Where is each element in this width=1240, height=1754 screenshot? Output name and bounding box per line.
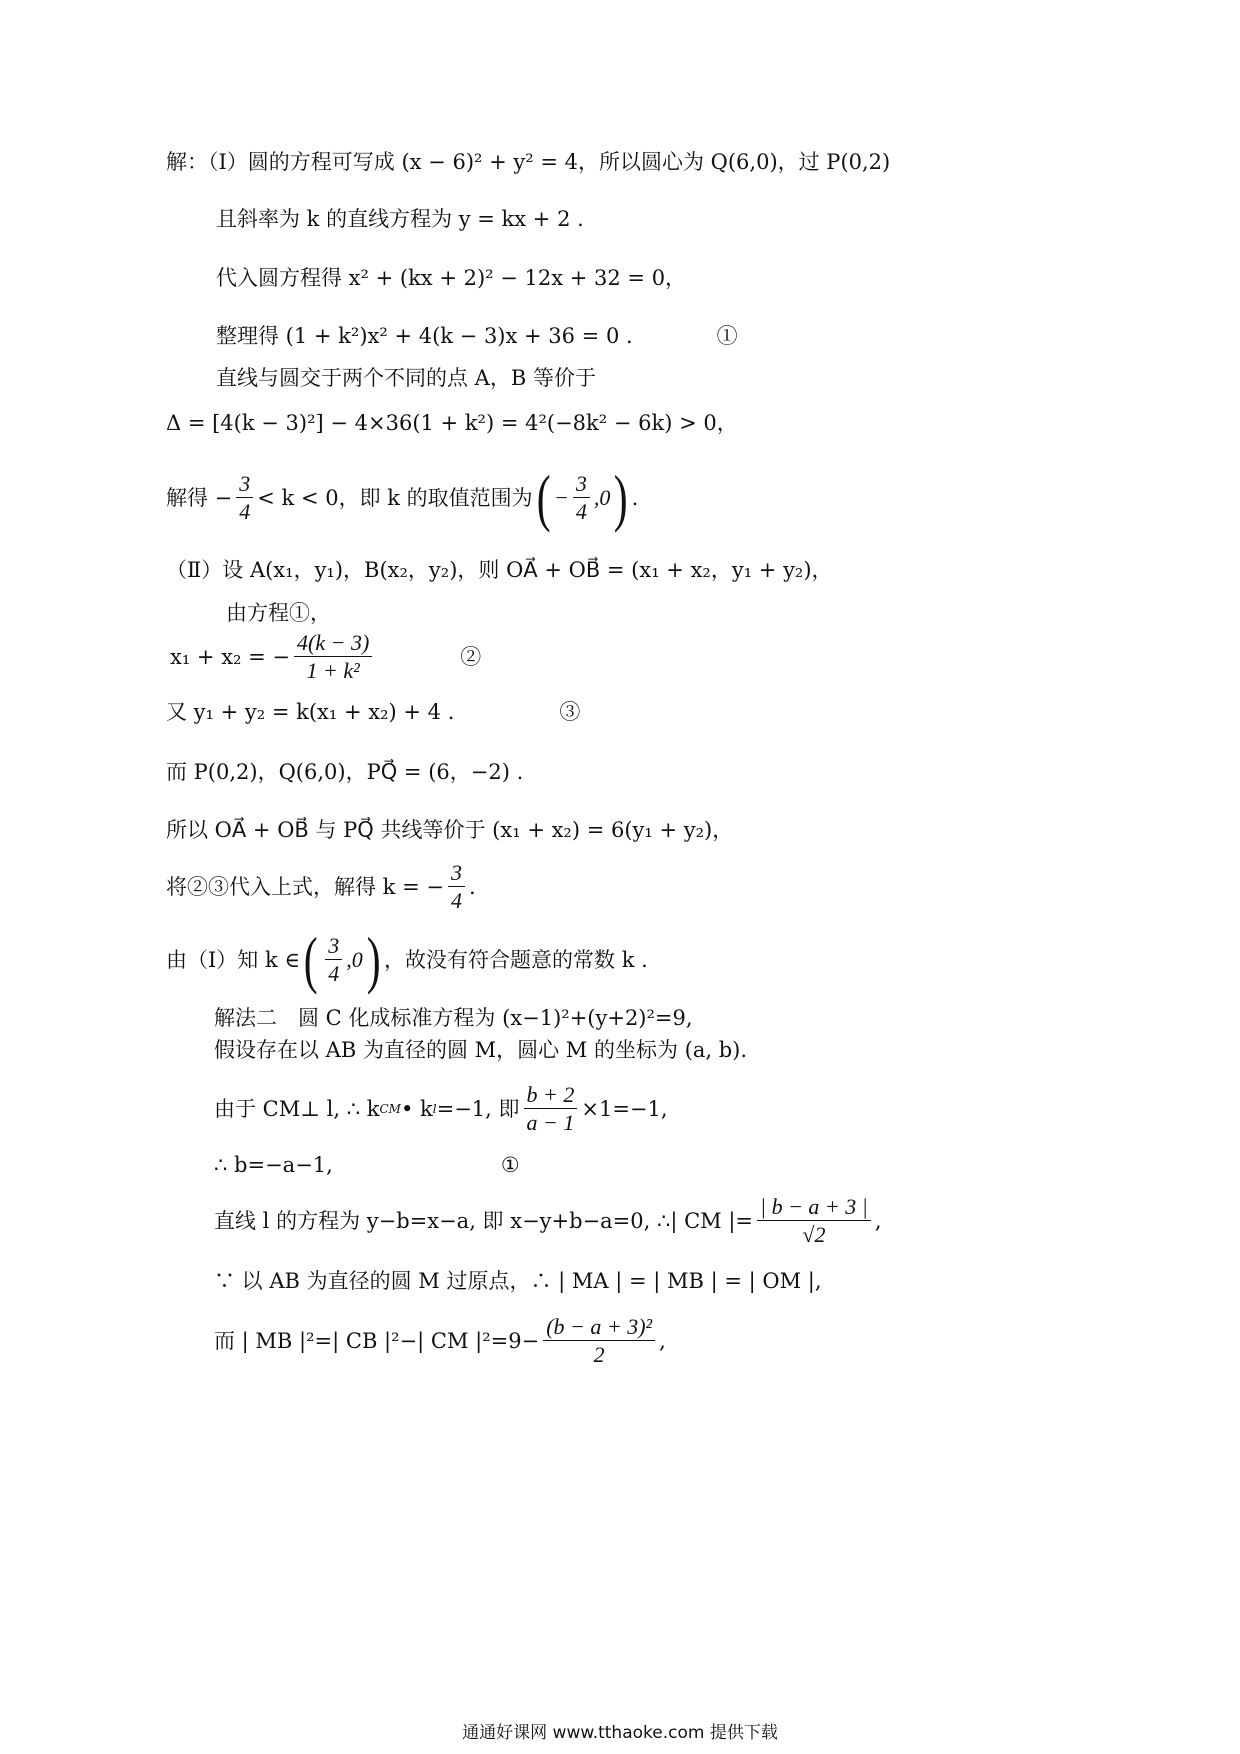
page-footer: 通通好课网 www.tthaoke.com 提供下载 [462,1723,778,1743]
cm-distance-line: 直线 l 的方程为 y−b=x−a, 即 x−y+b−a=0, ∴| CM |= $\frac{| b - a + 3 |}{√2}$ , [214,1194,882,1247]
collinear-line: 所以 OA⃗ + OB⃗ 与 PQ⃗ 共线等价于 (x₁ + x₂) = 6(y₁ + y₂)， [166,818,734,842]
fraction: $\frac{3}{4}$ [573,473,590,523]
interval: ( − $\frac{3}{4}$ ,0 ) [536,462,628,533]
k-range-line: 解得 − $\frac{3}{4}$ < k < 0，即 k 的取值范围为 ( − $\frac{3}{4}$ ,0 ) . [166,462,639,533]
fraction: $\frac{3}{4}$ [236,473,253,523]
conclusion-line: 由（Ⅰ）知 k ∈ ( $\frac{3}{4}$ ,0 ) ，故没有符合题意的常数 k . [166,924,648,995]
from-equation-line: 由方程①， [226,601,331,625]
solution-line-4: 整理得 (1 + k²)x² + 4(k − 3)x + 36 = 0 . ① [216,324,738,348]
pq-vector-line: 而 P(0,2)，Q(6,0)，PQ⃗ = (6，−2) . [166,760,524,784]
fraction: $\frac{3}{4}$ [448,862,465,912]
fraction: $\frac{3}{4}$ [325,935,342,985]
origin-line: ∵ 以 AB 为直径的圆 M 过原点，∴ | MA | = | MB | = | OM |, [214,1269,822,1293]
interval: ( $\frac{3}{4}$ ,0 ) [303,924,381,995]
part-two-line: （Ⅱ）设 A(x₁，y₁)，B(x₂，y₂)，则 OA⃗ + OB⃗ = (x₁ + x₂，y₁ + y₂)， [166,558,833,582]
solution-line-1: 解：（Ⅰ）圆的方程可写成 (x − 6)² + y² = 4，所以圆心为 Q(6,0)，过 P(0,2) [166,150,891,174]
solution-line-2: 且斜率为 k 的直线方程为 y = kx + 2 . [216,207,584,231]
perpendicular-line: 由于 CM⊥ l, ∴ k CM • k l =−1, 即 $\frac{b + 2}{a - 1}$ ×1=−1, [214,1082,668,1135]
sum-x-line: x₁ + x₂ = − $\frac{4(k - 3)}{\text{1 + k²}}$ ② [170,630,482,683]
b-relation-line: ∴ b=−a−1, ① [214,1153,520,1177]
sum-y-line: 又 y₁ + y₂ = k(x₁ + x₂) + 4 . ③ [166,700,581,724]
method-two-line: 解法二 圆 C 化成标准方程为 (x−1)²+(y+2)²=9, [214,1006,693,1030]
mb-squared-line: 而 | MB |²=| CB |²−| CM |²=9− $\frac{\text{(b − a + 3)²}}{2}$ , [214,1314,666,1367]
solution-line-3: 代入圆方程得 x² + (kx + 2)² − 12x + 32 = 0， [216,266,687,290]
fraction: $\frac{4(k - 3)}{\text{1 + k²}}$ [294,632,372,682]
fraction: $\frac{\text{(b − a + 3)²}}{2}$ [543,1316,655,1366]
assume-circle-line: 假设存在以 AB 为直径的圆 M，圆心 M 的坐标为 (a, b). [214,1038,748,1062]
solution-line-5: 直线与圆交于两个不同的点 A，B 等价于 [216,366,596,390]
discriminant-line: Δ = [4(k − 3)²] − 4×36(1 + k²) = 4²(−8k² − 6k) > 0， [166,411,738,435]
fraction: $\frac{b + 2}{a - 1}$ [524,1084,578,1134]
fraction: $\frac{| b - a + 3 |}{√2}$ [757,1196,871,1246]
k-solution-line: 将②③代入上式，解得 k = − $\frac{3}{4}$ . [166,860,476,913]
